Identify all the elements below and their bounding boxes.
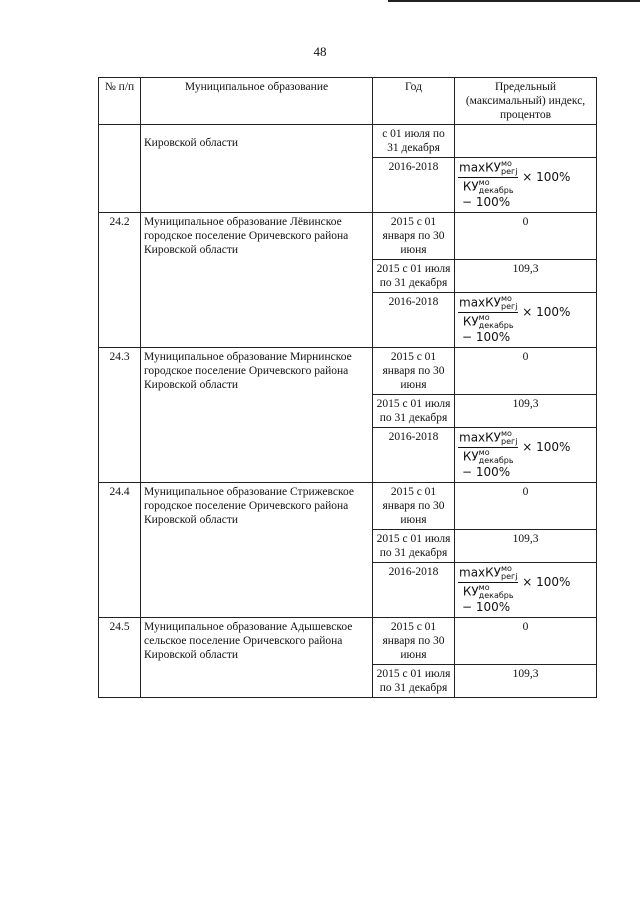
year-cell: с 01 июля по 31 декабря [373, 125, 455, 158]
table-header-row [99, 78, 597, 125]
year-cell: 2015 с 01 января по 30 июня [373, 618, 455, 665]
index-cell: 0 [455, 213, 597, 260]
page-number: 48 [313, 44, 327, 59]
year-cell: 2015 с 01 января по 30 июня [373, 483, 455, 530]
year-cell: 2015 с 01 января по 30 июня [373, 213, 455, 260]
formula-denominator-text: КУ [462, 179, 479, 194]
formula-denominator-sup: мо [478, 313, 490, 322]
index-formula-cell [455, 563, 597, 618]
formula-denominator-sub: декабрь [478, 456, 514, 465]
formula-times: × 100% [522, 575, 571, 589]
year-cell: 2015 с 01 июля по 31 декабря [373, 260, 455, 293]
scan-edge-line [388, 0, 640, 2]
index-formula [458, 295, 570, 345]
formula-numerator-indices [501, 295, 517, 311]
formula-denominator-sup: мо [478, 583, 490, 592]
header-year: Год [373, 78, 455, 125]
municipality-cell: Кировской области [141, 125, 373, 213]
formula-denominator [463, 313, 514, 330]
municipality-cell: Муниципальное образование Мирнинское городское поселение Оричевского района Кировской области [141, 348, 373, 483]
formula-minus: − 100% [462, 465, 511, 479]
formula-times: × 100% [522, 305, 571, 319]
formula-numerator-sup: мо [500, 159, 512, 168]
tariff-index-table [98, 77, 597, 698]
formula-denominator-sup: мо [478, 178, 490, 187]
row-number-cell: 24.3 [99, 348, 141, 483]
index-formula [458, 160, 570, 210]
row-number-cell: 24.5 [99, 618, 141, 698]
formula-denominator-indices [479, 179, 514, 195]
formula-minus: − 100% [462, 600, 511, 614]
formula-denominator-indices [479, 314, 514, 330]
formula-minus: − 100% [462, 330, 511, 344]
formula-fraction [458, 565, 518, 600]
year-cell: 2016-2018 [373, 563, 455, 618]
year-cell: 2015 с 01 июля по 31 декабря [373, 665, 455, 698]
formula-denominator-indices [479, 449, 514, 465]
formula-numerator-text: maxКУ [459, 160, 501, 175]
index-cell: 109,3 [455, 665, 597, 698]
formula-denominator [463, 583, 514, 600]
formula-numerator-sub: регj [500, 167, 518, 176]
formula-numerator-indices [501, 430, 517, 446]
table-row [99, 125, 597, 158]
formula-fraction [458, 430, 518, 465]
header-num: № п/п [99, 78, 141, 125]
formula-denominator-text: КУ [462, 449, 479, 464]
municipality-cell: Муниципальное образование Стрижевское городское поселение Оричевского района Кировской области [141, 483, 373, 618]
index-cell: 0 [455, 483, 597, 530]
formula-numerator [458, 295, 518, 313]
year-cell: 2016-2018 [373, 293, 455, 348]
formula-numerator-text: maxКУ [459, 565, 501, 580]
formula-numerator-text: maxКУ [459, 295, 501, 310]
index-cell: 0 [455, 618, 597, 665]
index-cell [455, 125, 597, 158]
index-formula [458, 430, 570, 480]
formula-denominator-sub: декабрь [478, 591, 514, 600]
year-cell: 2015 с 01 июля по 31 декабря [373, 530, 455, 563]
index-cell: 109,3 [455, 395, 597, 428]
formula-numerator-sup: мо [500, 429, 512, 438]
formula-numerator [458, 160, 518, 178]
index-formula-cell [455, 293, 597, 348]
formula-numerator-indices [501, 160, 517, 176]
row-number-cell [99, 125, 141, 213]
index-formula-cell [455, 428, 597, 483]
formula-denominator-sub: декабрь [478, 186, 514, 195]
row-number-cell: 24.2 [99, 213, 141, 348]
formula-times: × 100% [522, 440, 571, 454]
formula-denominator-text: КУ [462, 584, 479, 599]
municipality-cell: Муниципальное образование Адышевское сельское поселение Оричевского района Кировской области [141, 618, 373, 698]
formula-minus: − 100% [462, 195, 511, 209]
table-row [99, 618, 597, 665]
table-row [99, 213, 597, 260]
formula-denominator-indices [479, 584, 514, 600]
index-cell: 109,3 [455, 530, 597, 563]
formula-numerator-indices [501, 565, 517, 581]
formula-numerator-sup: мо [500, 564, 512, 573]
index-formula [458, 565, 570, 615]
table-row [99, 483, 597, 530]
formula-denominator-sup: мо [478, 448, 490, 457]
year-cell: 2016-2018 [373, 428, 455, 483]
header-municipality: Муниципальное образование [141, 78, 373, 125]
formula-numerator [458, 430, 518, 448]
row-number-cell: 24.4 [99, 483, 141, 618]
index-cell: 0 [455, 348, 597, 395]
formula-denominator-text: КУ [462, 314, 479, 329]
formula-numerator-sub: регj [500, 572, 518, 581]
formula-numerator [458, 565, 518, 583]
index-formula-cell [455, 158, 597, 213]
formula-times: × 100% [522, 170, 571, 184]
formula-numerator-sup: мо [500, 294, 512, 303]
table-body [99, 125, 597, 698]
table-row [99, 348, 597, 395]
formula-fraction [458, 295, 518, 330]
year-cell: 2016-2018 [373, 158, 455, 213]
header-index: Предельный (максимальный) индекс, процентов [455, 78, 597, 125]
formula-numerator-text: maxКУ [459, 430, 501, 445]
formula-denominator-sub: декабрь [478, 321, 514, 330]
formula-numerator-sub: регj [500, 302, 518, 311]
formula-fraction [458, 160, 518, 195]
municipality-cell: Муниципальное образование Лёвинское городское поселение Оричевского района Кировской области [141, 213, 373, 348]
index-cell: 109,3 [455, 260, 597, 293]
formula-numerator-sub: регj [500, 437, 518, 446]
year-cell: 2015 с 01 января по 30 июня [373, 348, 455, 395]
formula-denominator [463, 448, 514, 465]
formula-denominator [463, 178, 514, 195]
year-cell: 2015 с 01 июля по 31 декабря [373, 395, 455, 428]
